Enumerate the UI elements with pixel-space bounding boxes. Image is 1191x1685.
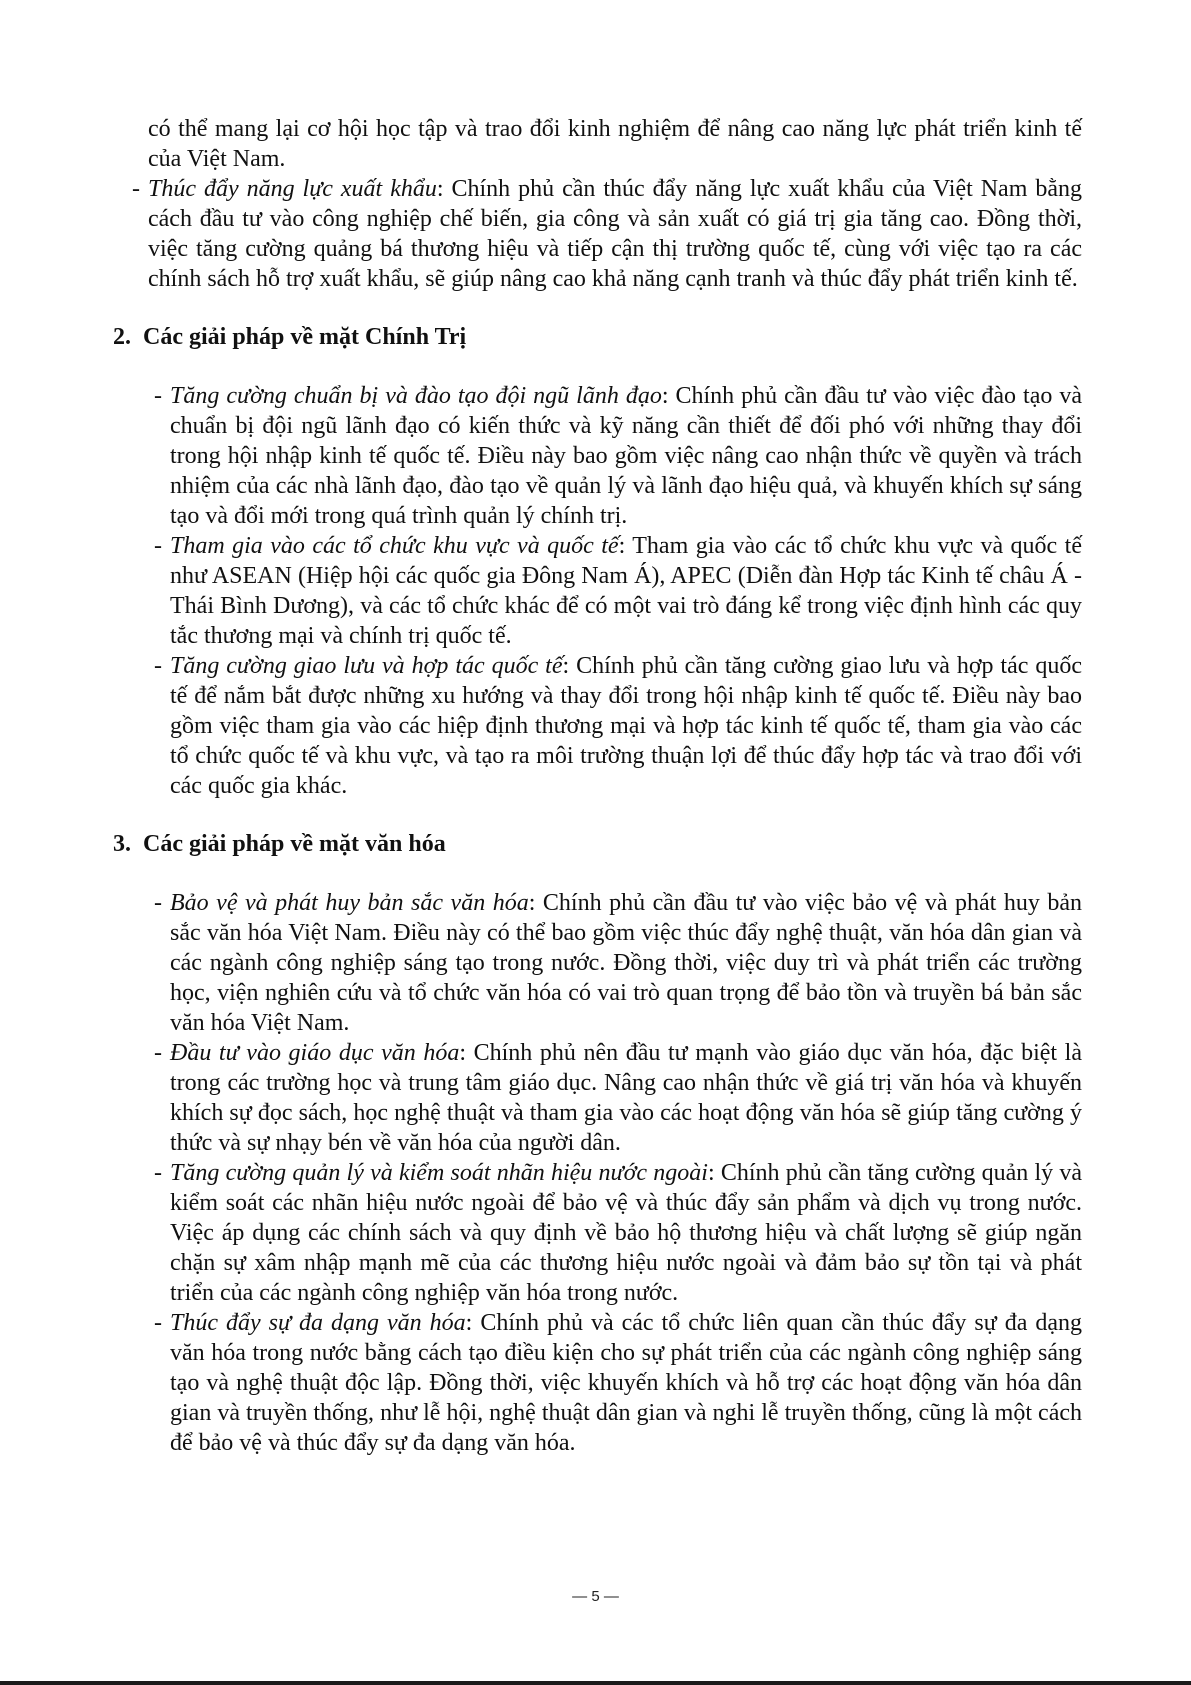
bullet-dash: -: [154, 383, 162, 409]
section-title: Các giải pháp về mặt Chính Trị: [143, 324, 467, 350]
bullet-term: Đầu tư vào giáo dục văn hóa: [170, 1040, 460, 1066]
bullet-leadership-training: [132, 381, 1082, 531]
bullet-term: Bảo vệ và phát huy bản sắc văn hóa: [170, 890, 529, 916]
continuation-paragraph: có thể mang lại cơ hội học tập và trao đổi kinh nghiệm để nâng cao năng lực phát triển kinh tế của Việt Nam.: [148, 116, 1082, 172]
bullet-dash: -: [154, 653, 162, 679]
bullet-text: : Chính phủ cần thúc đẩy năng lực xuất khẩu của Việt Nam bằng cách đầu tư vào công nghiệp chế biến, gia công và sản xuất có giá trị gia tăng cao. Đồng thời, việc tăng cường quảng bá thương hiệu và tiếp cận thị trường quốc tế, cùng với việc tạo ra các chính sách hỗ trợ xuất khẩu, sẽ giúp nâng cao khả năng cạnh tranh và thúc đẩy phát triển kinh tế.: [148, 176, 1082, 292]
bullet-term: Tăng cường chuẩn bị và đào tạo đội ngũ lãnh đạo: [170, 383, 662, 409]
bullet-foreign-brands: [132, 1158, 1082, 1308]
page-number: — 5 —: [572, 1588, 619, 1605]
bullet-text: : Chính phủ nên đầu tư mạnh vào giáo dục văn hóa, đặc biệt là trong các trường học và trung tâm giáo dục. Nâng cao nhận thức về giá trị văn hóa và khuyến khích sự đọc sách, học nghệ thuật và tham gia vào các hoạt động văn hóa sẽ giúp tăng cường ý thức và sự nhạy bén về văn hóa của người dân.: [170, 1040, 1082, 1156]
bullet-term: Tăng cường quản lý và kiểm soát nhãn hiệu nước ngoài: [170, 1160, 708, 1186]
bullet-text: : Chính phủ cần đầu tư vào việc đào tạo và chuẩn bị đội ngũ lãnh đạo có kiến thức và kỹ năng cần thiết để đối phó với những thay đổi trong hội nhập kinh tế quốc tế. Điều này bao gồm việc nâng cao nhận thức về quyền và trách nhiệm của các nhà lãnh đạo, đào tạo về quản lý và lãnh đạo hiệu quả, và khuyến khích sự sáng tạo và đổi mới trong quá trình quản lý chính trị.: [170, 383, 1083, 529]
section-number: 3.: [113, 831, 131, 857]
bullet-text: : Chính phủ cần tăng cường quản lý và kiểm soát các nhãn hiệu nước ngoài để bảo vệ và thúc đẩy sản phẩm và dịch vụ trong nước. Việc áp dụng các chính sách và quy định về bảo hộ thương hiệu và chất lượng sẽ giúp ngăn chặn sự xâm nhập mạnh mẽ của các thương hiệu nước ngoài và đảm bảo sự tồn tại và phát triển của các ngành công nghiệp văn hóa trong nước.: [170, 1160, 1082, 1306]
bullet-international-cooperation: [132, 651, 1082, 801]
section-heading-culture: [113, 829, 1063, 859]
bullet-term: Tăng cường giao lưu và hợp tác quốc tế: [170, 653, 563, 679]
bullet-text: : Chính phủ cần đầu tư vào việc bảo vệ và phát huy bản sắc văn hóa Việt Nam. Điều này có thể bao gồm việc thúc đẩy nghệ thuật, văn hóa dân gian và các ngành công nghiệp sáng tạo trong nước. Đồng thời, việc duy trì và phát triển các trường học, viện nghiên cứu và tổ chức văn hóa có vai trò quan trọng để bảo tồn và truyền bá bản sắc văn hóa Việt Nam.: [170, 890, 1082, 1036]
bullet-text: : Chính phủ cần tăng cường giao lưu và hợp tác quốc tế để nắm bắt được những xu hướng và thay đổi trong hội nhập kinh tế quốc tế. Điều này bao gồm việc tham gia vào các hiệp định thương mại và hợp tác kinh tế quốc tế, tham gia vào các tổ chức quốc tế và khu vực, và tạo ra môi trường thuận lợi để thúc đẩy hợp tác và trao đổi với các quốc gia khác.: [170, 653, 1082, 799]
section-title: Các giải pháp về mặt văn hóa: [143, 831, 446, 857]
bullet-dash: -: [154, 533, 162, 559]
bullet-cultural-identity: [132, 888, 1082, 1038]
bullet-dash: -: [132, 176, 140, 202]
page-content: [113, 114, 1083, 1458]
bullet-dash: -: [154, 1160, 162, 1186]
bullet-text: : Chính phủ và các tổ chức liên quan cần thúc đẩy sự đa dạng văn hóa trong nước bằng cách tạo điều kiện cho sự phát triển của các ngành công nghiệp sáng tạo và nghệ thuật độc lập. Đồng thời, việc khuyến khích và hỗ trợ các hoạt động văn hóa dân gian và truyền thống, như lễ hội, nghệ thuật dân gian và nghi lễ truyền thống, cũng là một cách để bảo vệ và thúc đẩy sự đa dạng văn hóa.: [170, 1310, 1083, 1456]
bullet-cultural-education: [132, 1038, 1082, 1158]
section-heading-politics: [113, 322, 1063, 352]
bullet-export-capacity: [132, 174, 1082, 294]
section-number: 2.: [113, 324, 131, 350]
bullet-text: : Tham gia vào các tổ chức khu vực và quốc tế như ASEAN (Hiệp hội các quốc gia Đông Nam Á), APEC (Diễn đàn Hợp tác Kinh tế châu Á - Thái Bình Dương), và các tổ chức khác để có một vai trò đáng kể trong việc định hình các quy tắc thương mại và chính trị quốc tế.: [170, 533, 1082, 649]
bullet-dash: -: [154, 1040, 162, 1066]
bottom-divider: [0, 1681, 1191, 1685]
bullet-term: Tham gia vào các tổ chức khu vực và quốc tế: [170, 533, 619, 559]
bullet-term: Thúc đẩy sự đa dạng văn hóa: [170, 1310, 466, 1336]
bullet-dash: -: [154, 1310, 162, 1336]
bullet-regional-organizations: [132, 531, 1082, 651]
bullet-dash: -: [154, 890, 162, 916]
bullet-term: Thúc đẩy năng lực xuất khẩu: [148, 176, 437, 202]
bullet-cultural-diversity: [132, 1308, 1082, 1458]
